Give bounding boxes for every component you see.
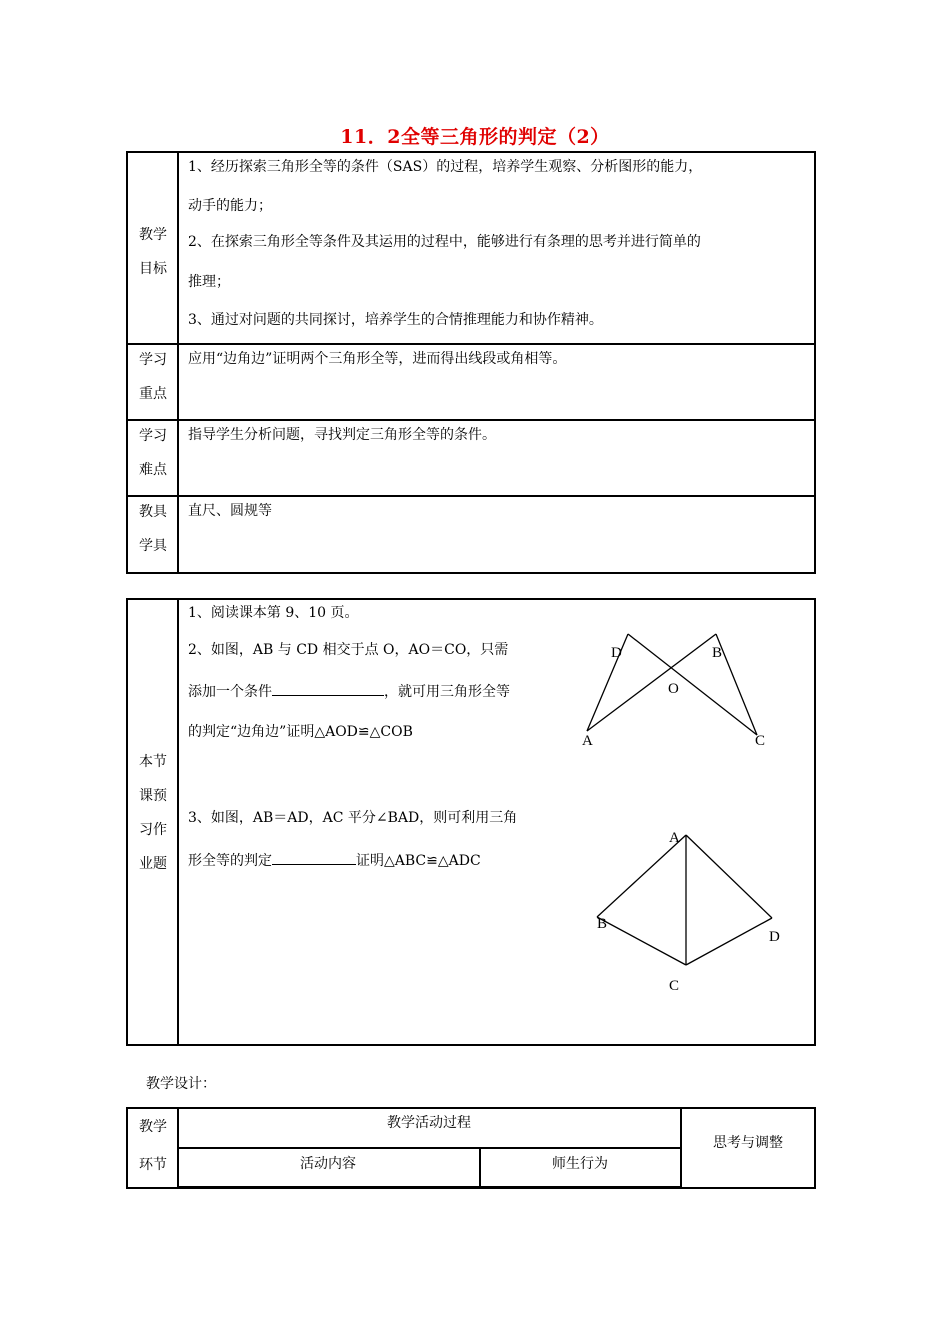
design-process-header: 教学活动过程 xyxy=(387,1115,471,1131)
fig1-label-a: A xyxy=(582,733,593,749)
tools-text: 直尺、圆规等 xyxy=(188,503,272,519)
design-content-header: 活动内容 xyxy=(300,1156,356,1172)
key-points-text: 应用“边角边”证明两个三角形全等，进而得出线段或角相等。 xyxy=(188,351,567,367)
difficulties-label: 学习 难点 xyxy=(139,428,167,478)
fig2-label-c: C xyxy=(669,978,680,994)
design-heading: 教学设计： xyxy=(146,1076,216,1092)
objective-line-3: 2、在探索三角形全等条件及其运用的过程中，能够进行有条理的思考并进行简单的 xyxy=(188,234,701,250)
design-behavior-header: 师生行为 xyxy=(552,1156,608,1172)
preview-item-3-line-1: 3、如图，AB＝AD，AC 平分∠BAD，则可利用三角 xyxy=(188,810,518,826)
segment-a-d xyxy=(686,835,772,918)
design-col1-label: 教学 环节 xyxy=(139,1119,167,1173)
design-reflection-header: 思考与调整 xyxy=(713,1135,783,1151)
segment-b-c xyxy=(597,917,686,965)
objectives-label: 教学 目标 xyxy=(139,227,167,277)
fig1-label-c: C xyxy=(755,733,766,749)
fig1-label-o: O xyxy=(668,681,679,697)
preview-item-2-line-1: 2、如图，AB 与 CD 相交于点 O，AO＝CO，只需 xyxy=(188,642,509,658)
table3-row-divider xyxy=(177,1147,681,1149)
difficulties-text: 指导学生分析问题，寻找判定三角形全等的条件。 xyxy=(188,427,496,443)
fig1-label-d: D xyxy=(611,645,622,661)
preview-label: 本节 课预 习作 业题 xyxy=(139,754,167,872)
key-points-label: 学习 重点 xyxy=(139,352,167,402)
fig1-label-b: B xyxy=(712,645,723,661)
segment-d-c xyxy=(686,918,772,965)
fig2-label-b: B xyxy=(597,916,608,932)
objective-line-1: 1、经历探索三角形全等的条件（SAS）的过程，培养学生观察、分析图形的能力， xyxy=(188,159,703,175)
preview-item-2-line-3: 的判定“边角边”证明△AOD≌△COB xyxy=(188,724,413,740)
segment-a-b xyxy=(597,835,686,917)
preview-item-2-line-2: 添加一个条件 ，就可用三角形全等 xyxy=(188,681,510,702)
preview-item-1: 1、阅读课本第 9、10 页。 xyxy=(188,605,359,621)
fig2-label-d: D xyxy=(769,929,780,945)
table3-bottom-inner xyxy=(177,1186,681,1188)
objective-line-2: 动手的能力； xyxy=(188,198,272,214)
objective-line-4: 推理； xyxy=(188,274,230,290)
fig2-label-a: A xyxy=(669,830,680,846)
objective-line-5: 3、通过对问题的共同探讨，培养学生的合情推理能力和协作精神。 xyxy=(188,312,603,328)
page-title: 11．2全等三角形的判定（2） xyxy=(340,126,610,148)
tools-label: 教具 学具 xyxy=(139,504,167,554)
preview-item-3-line-2: 形全等的判定 证明△ABC≌△ADC xyxy=(188,850,481,871)
